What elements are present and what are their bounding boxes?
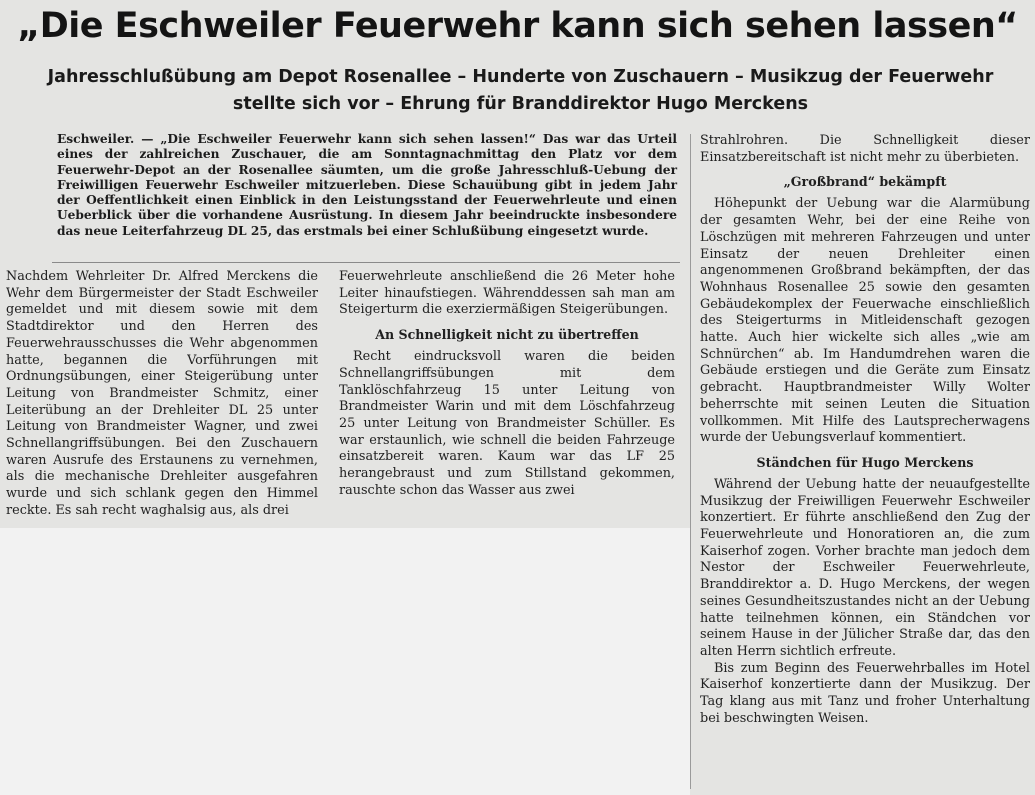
col1-paragraph-1: Nachdem Wehrleiter Dr. Alfred Merckens die Wehr dem Bürgermeister der Stadt Eschweiler gemeldet und mit diesem sowie mit dem Stadtdirektor und den Herren des Feuerwehrausschusses die Wehr abgenommen hatte, begannen die Vorführungen mit Ordnungsübungen, einer Steigerübung unter Leitung von Brandmeister Schmitz, einer Leiterübung an der Drehleiter DL 25 unter Leitung von Brandmeister Wagner, und zwei Schnellangriffsübungen. Bei den Zuschauern waren Ausrufe des Erstaunens zu vernehmen, als die mechanische Drehleiter ausgefahren wurde und sich schlank gegen den Himmel reckte. Es sah recht waghalsig aus, als drei bbox=[6, 269, 318, 518]
col3-subheading-1: „Großbrand“ bekämpft bbox=[783, 174, 947, 190]
headline: „Die Eschweiler Feuerwehr kann sich sehen lassen“ bbox=[17, 6, 1018, 46]
col3-paragraph-1: Strahlrohren. Die Schnelligkeit dieser Einsatzbereitschaft ist nicht mehr zu überbieten. bbox=[700, 133, 1030, 165]
col2-subheading: An Schnelligkeit nicht zu übertreffen bbox=[375, 327, 639, 343]
column-3 bbox=[700, 133, 1030, 728]
col3-paragraph-3: Während der Uebung hatte der neuaufgestellte Musikzug der Freiwilligen Feuerwehr Eschweiler konzertiert. Er führte anschließend den Zug der Feuerwehrleute und Honoratioren an, die zum Kaiserhof zogen. Vorher brachte man jedoch dem Nestor der Eschweiler Feuerwehrleute, Branddirektor a. D. Hugo Merckens, der wegen seines Gesundheitszustandes nicht an der Uebung hatte teilnehmen können, ein Ständchen vor seinem Hause in der Jülicher Straße dar, das den alten Herrn sichtlich erfreute. bbox=[700, 476, 1030, 659]
col2-paragraph-1: Feuerwehrleute anschließend die 26 Meter hohe Leiter hinaufstiegen. Währenddessen sah man am Steigerturm die exerziermäßigen Steigerübungen. bbox=[339, 269, 675, 318]
col2-paragraph-2: Recht eindrucksvoll waren die beiden Schnellangriffsübungen mit dem Tanklöschfahrzeug 15 unter Leitung von Brandmeister Warin und mit dem Löschfahrzeug 25 unter Leitung von Brandmeister Schüller. Es war erstaunlich, wie schnell die beiden Fahrzeuge einsatzbereit waren. Kaum war das LF 25 herangebraust und zum Stillstand gekommen, rauschte schon das Wasser aus zwei bbox=[339, 349, 675, 498]
col3-paragraph-4: Bis zum Beginn des Feuerwehrballes im Hotel Kaiserhof konzertierte dann der Musikzug. Der Tag klang aus mit Tanz und froher Unterhaltung bei beschwingten Weisen. bbox=[700, 660, 1030, 726]
column-1 bbox=[6, 269, 318, 520]
blank-paper-area bbox=[0, 528, 690, 795]
column-2 bbox=[339, 269, 675, 499]
col3-subheading-2: Ständchen für Hugo Merckens bbox=[756, 454, 974, 470]
lead-divider bbox=[52, 262, 680, 263]
column-divider bbox=[690, 134, 691, 789]
col3-paragraph-2: Höhepunkt der Uebung war die Alarmübung der gesamten Wehr, bei der eine Reihe von Löschzügen mit mehreren Fahrzeugen und unter Einsatz der neuen Drehleiter einen angenommenen Großbrand bekämpften, der das Wohnhaus Rosenallee 25 sowie den gesamten Gebäudekomplex der Feuerwache einschließlich des Steigerturms in Mitleidenschaft gezogen hatte. Auch hier wickelte sich alles „wie am Schnürchen“ ab. Im Handumdrehen waren die Gebäude erstiegen und die Geräte zum Einsatz gebracht. Hauptbrandmeister Willy Wolter beherrschte mit seinen Leuten die Situation vollkommen. Mit Hilfe des Lautsprecherwagens wurde der Uebungsverlauf kommentiert. bbox=[700, 196, 1030, 446]
lead-paragraph: Eschweiler. — „Die Eschweiler Feuerwehr kann sich sehen lassen!“ Das war das Urteil eines der zahlreichen Zuschauer, die am Sonntagnachmittag den Platz vor dem Feuerwehr-Depot an der Rosenallee säumten, um die große Jahresschluß-Uebung der Freiwilligen Feuerwehr Eschweiler mitzuerleben. Diese Schauübung gibt in jedem Jahr der Oeffentlichkeit einen Einblick in den Leistungsstand der Feuerwehrleute und einen Ueberblick über die vorhandene Ausrüstung. In diesem Jahr beeindruckte insbesondere das neue Leiterfahrzeug DL 25, das erstmals bei einer Schlußübung eingesetzt wurde. bbox=[57, 132, 677, 238]
subheadline: Jahresschlußübung am Depot Rosenallee – Hunderte von Zuschauern – Musikzug der Feuerwehr stellte sich vor – Ehrung für Branddirektor Hugo Merckens bbox=[47, 67, 994, 114]
